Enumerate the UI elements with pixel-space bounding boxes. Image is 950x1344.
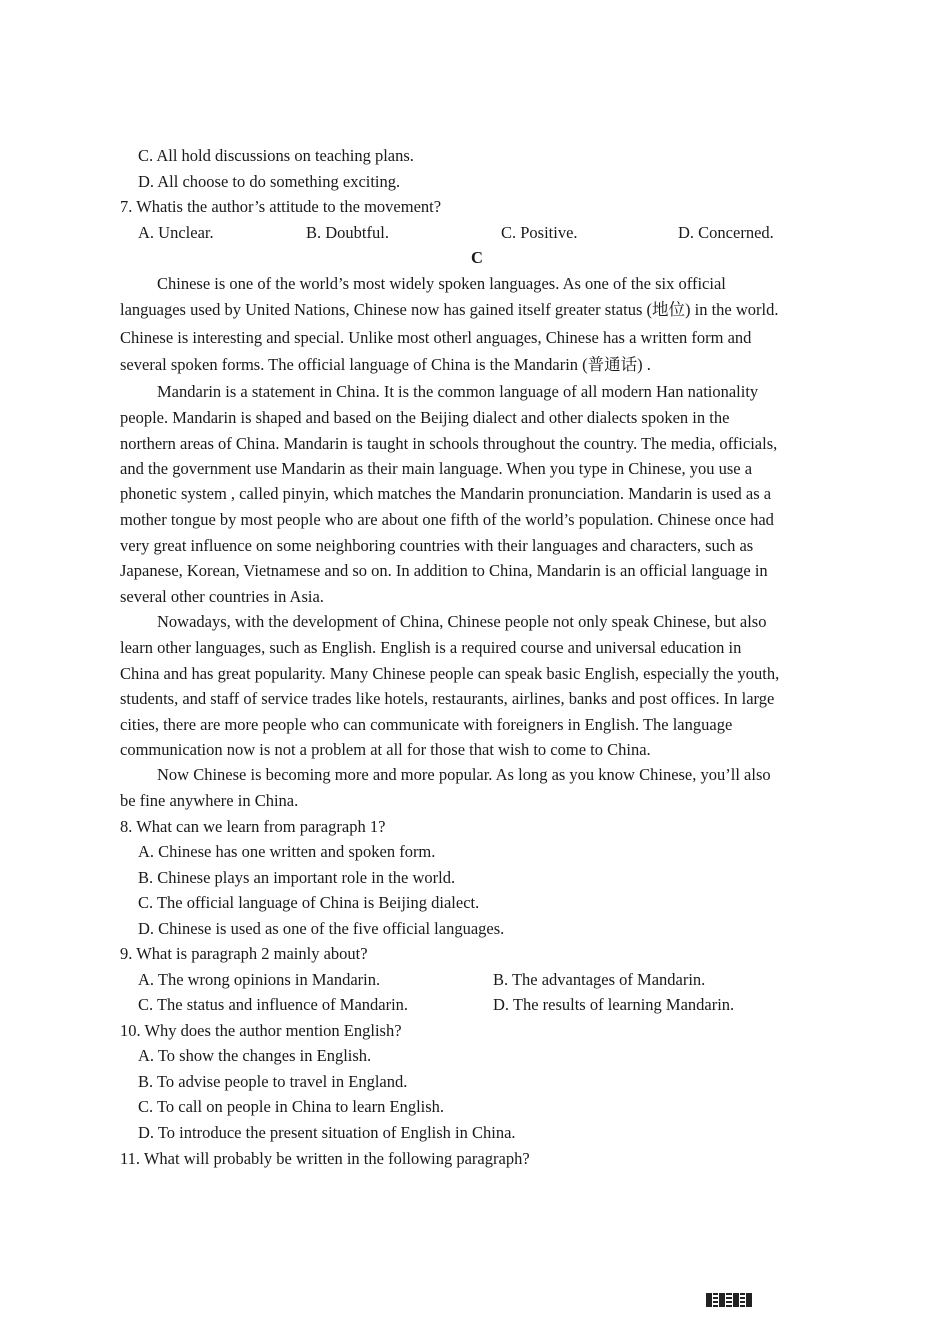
q8-option-b: B. Chinese plays an important role in the world. bbox=[138, 868, 456, 887]
q6-option-c: C. All hold discussions on teaching plans. bbox=[138, 146, 414, 165]
qr-code-icon bbox=[706, 1293, 752, 1307]
q9-option-b: B. The advantages of Mandarin. bbox=[493, 970, 706, 989]
q8-option-c: C. The official language of China is Beijing dialect. bbox=[138, 893, 480, 912]
q9-question: 9. What is paragraph 2 mainly about? bbox=[120, 944, 368, 963]
passage-line: cities, there are more people who can communicate with foreigners in English. The language bbox=[120, 715, 733, 734]
passage-line: be fine anywhere in China. bbox=[120, 791, 299, 810]
q9-option-a: A. The wrong opinions in Mandarin. bbox=[138, 970, 381, 989]
q10-option-c: C. To call on people in China to learn English. bbox=[138, 1097, 445, 1116]
passage-line: Japanese, Korean, Vietnamese and so on. In addition to China, Mandarin is an official language in bbox=[120, 561, 768, 580]
q8-option-a: A. Chinese has one written and spoken form. bbox=[138, 842, 436, 861]
q7-question: 7. Whatis the author’s attitude to the movement? bbox=[120, 197, 442, 216]
q7-option-d: D. Concerned. bbox=[678, 223, 774, 242]
passage-line: very great influence on some neighboring countries with their languages and characters, such as bbox=[120, 536, 754, 555]
q9-option-c: C. The status and influence of Mandarin. bbox=[138, 995, 409, 1014]
passage-line: communication now is not a problem at all for those that wish to come to China. bbox=[120, 740, 651, 759]
q9-option-d: D. The results of learning Mandarin. bbox=[493, 995, 735, 1014]
passage-line: languages used by United Nations, Chinese now has gained itself greater status (地位) in the world. bbox=[120, 300, 779, 319]
passage-line: Mandarin is a statement in China. It is the common language of all modern Han nationality bbox=[157, 382, 759, 401]
q10-option-a: A. To show the changes in English. bbox=[138, 1046, 372, 1065]
passage-line: several other countries in Asia. bbox=[120, 587, 324, 606]
q10-option-b: B. To advise people to travel in England. bbox=[138, 1072, 408, 1091]
passage-line: people. Mandarin is shaped and based on the Beijing dialect and other dialects spoken in the bbox=[120, 408, 730, 427]
q10-option-d: D. To introduce the present situation of English in China. bbox=[138, 1123, 516, 1142]
passage-line: mother tongue by most people who are about one fifth of the world’s population. Chinese once had bbox=[120, 510, 774, 529]
passage-line: northern areas of China. Mandarin is taught in schools throughout the country. The media, officials, bbox=[120, 434, 778, 453]
passage-line: several spoken forms. The official language of China is the Mandarin (普通话) . bbox=[120, 355, 651, 374]
passage-line: China and has great popularity. Many Chinese people can speak basic English, especially the youth, bbox=[120, 664, 780, 683]
passage-line: Now Chinese is becoming more and more popular. As long as you know Chinese, you’ll also bbox=[157, 765, 771, 784]
q10-question: 10. Why does the author mention English? bbox=[120, 1021, 402, 1040]
q6-option-d: D. All choose to do something exciting. bbox=[138, 172, 401, 191]
q7-option-c: C. Positive. bbox=[501, 223, 578, 242]
section-label: C bbox=[471, 248, 483, 267]
passage-line: students, and staff of service trades like hotels, restaurants, airlines, banks and post offices. In large bbox=[120, 689, 775, 708]
passage-line: Chinese is interesting and special. Unlike most otherl anguages, Chinese has a written form and bbox=[120, 328, 752, 347]
passage-line: and the government use Mandarin as their main language. When you type in Chinese, you use a bbox=[120, 459, 753, 478]
q7-option-b: B. Doubtful. bbox=[306, 223, 389, 242]
passage-line: learn other languages, such as English. English is a required course and universal education in bbox=[120, 638, 742, 657]
passage-line: phonetic system , called pinyin, which matches the Mandarin pronunciation. Mandarin is used as a bbox=[120, 484, 772, 503]
q8-question: 8. What can we learn from paragraph 1? bbox=[120, 817, 386, 836]
passage-line: Chinese is one of the world’s most widely spoken languages. As one of the six official bbox=[157, 274, 726, 293]
q8-option-d: D. Chinese is used as one of the five official languages. bbox=[138, 919, 505, 938]
passage-line: Nowadays, with the development of China, Chinese people not only speak Chinese, but also bbox=[157, 612, 767, 631]
q7-option-a: A. Unclear. bbox=[138, 223, 214, 242]
q11-question: 11. What will probably be written in the following paragraph? bbox=[120, 1149, 530, 1168]
